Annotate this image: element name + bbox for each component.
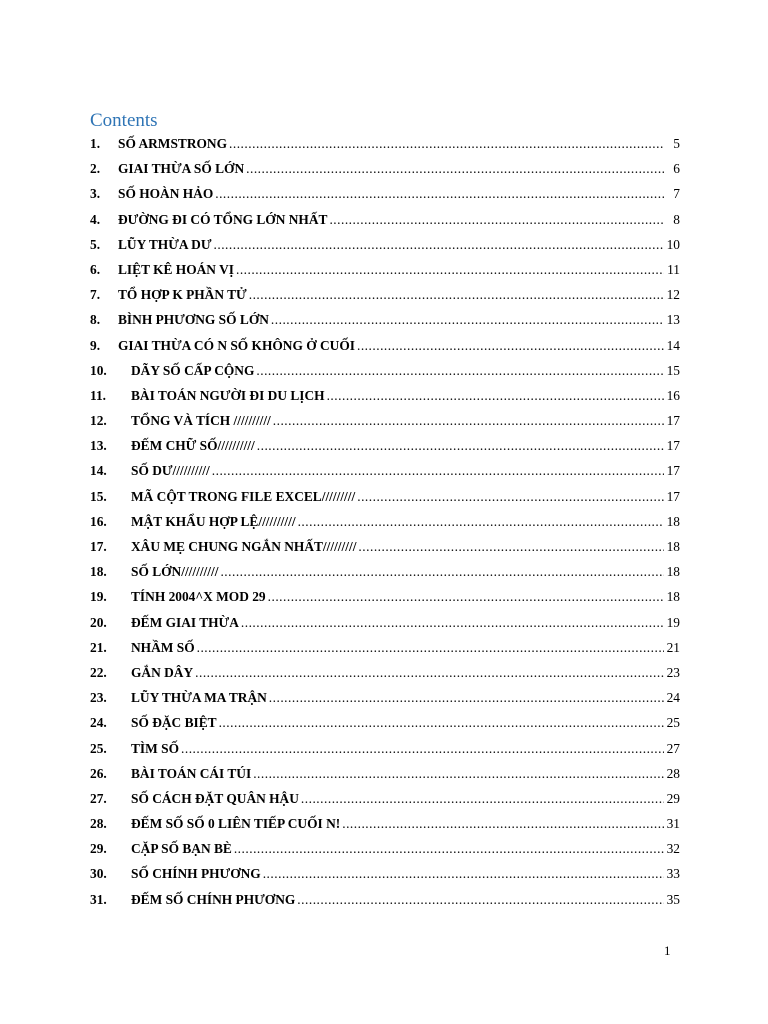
toc-entry-page: 10 <box>666 236 680 252</box>
toc-entry-title: NHẦM SỐ <box>131 639 195 655</box>
toc-entry-page: 27 <box>666 740 680 756</box>
toc-entry-number: 16. <box>90 513 107 529</box>
toc-entry-page: 21 <box>666 639 680 655</box>
toc-entry[interactable] <box>90 534 680 559</box>
toc-entry[interactable] <box>90 559 680 584</box>
toc-entry-number: 18. <box>90 564 107 580</box>
toc-entry-page: 18 <box>666 539 680 554</box>
toc-entry-number: 22. <box>90 664 107 680</box>
toc-entry-title: SỐ LỚN////////// <box>131 564 219 580</box>
toc-entry-number: 24. <box>90 715 107 731</box>
toc-entry-number: 5. <box>90 236 101 252</box>
toc-entry-title: SỐ DƯ////////// <box>131 463 210 479</box>
toc-entry-number: 2. <box>90 161 101 177</box>
toc-entry-title: CẶP SỐ BẠN BÈ <box>131 841 232 857</box>
toc-entry[interactable] <box>90 509 680 534</box>
toc-entry-title: MÃ CỘT TRONG FILE EXCEL///////// <box>131 488 356 504</box>
toc-entry[interactable] <box>90 786 680 811</box>
toc-entry-title: BÌNH PHƯƠNG SỐ LỚN <box>118 312 269 328</box>
toc-entry-page: 14 <box>666 337 680 353</box>
toc-entry[interactable] <box>90 131 680 156</box>
toc-dot-leader <box>268 584 664 609</box>
toc-dot-leader <box>358 534 664 559</box>
toc-entry-number: 1. <box>90 136 101 151</box>
toc-dot-leader <box>214 232 665 257</box>
toc-dot-leader <box>263 861 664 886</box>
toc-entry-number: 4. <box>90 211 101 227</box>
toc-entry-page: 18 <box>666 564 680 580</box>
toc-entry[interactable] <box>90 710 680 735</box>
toc-entry-number: 28. <box>90 816 107 832</box>
toc-entry[interactable] <box>90 635 680 660</box>
toc-dot-leader <box>329 207 664 232</box>
toc-dot-leader <box>234 836 664 861</box>
toc-entry-title: TỔNG VÀ TÍCH ////////// <box>131 413 271 429</box>
toc-entry[interactable] <box>90 156 680 181</box>
toc-dot-leader <box>215 181 664 206</box>
toc-entry[interactable] <box>90 610 680 635</box>
toc-entry-title: SỐ CHÍNH PHƯƠNG <box>131 866 261 882</box>
toc-entry-page: 18 <box>666 589 680 605</box>
toc-entry-page: 17 <box>666 438 680 454</box>
toc-entry-page: 17 <box>666 463 680 479</box>
toc-entry[interactable] <box>90 383 680 408</box>
toc-dot-leader <box>301 786 664 811</box>
toc-entry-title: LŨY THỪA MA TRẬN <box>131 690 267 706</box>
toc-entry-page: 24 <box>666 690 680 706</box>
toc-heading: Contents <box>90 110 158 131</box>
toc-entry-page: 28 <box>666 765 680 781</box>
toc-entry-title: BÀI TOÁN NGƯỜI ĐI DU LỊCH <box>131 387 325 403</box>
toc-entry[interactable] <box>90 584 680 609</box>
toc-entry[interactable] <box>90 811 680 836</box>
toc-entry-page: 8 <box>673 211 680 227</box>
toc-entry-title: ĐẾM GIAI THỪA <box>131 614 239 630</box>
toc-entry-title: TÌM SỐ <box>131 740 179 756</box>
toc-entry-title: ĐẾM SỐ CHÍNH PHƯƠNG <box>131 891 296 907</box>
toc-dot-leader <box>357 333 664 358</box>
toc-entry-title: TỔ HỢP K PHẦN TỬ <box>118 287 247 303</box>
toc-entry[interactable] <box>90 836 680 861</box>
toc-entry-title: GIAI THỪA CÓ N SỐ KHÔNG Ở CUỐI <box>118 337 355 353</box>
toc-entry-title: SỐ HOÀN HẢO <box>118 186 214 202</box>
toc-entry-title: SỐ ARMSTRONG <box>118 136 228 151</box>
toc-entry[interactable] <box>90 408 680 433</box>
toc-entry-title: GIAI THỪA SỐ LỚN <box>118 161 245 177</box>
toc-entry-title: SỐ CÁCH ĐẶT QUÂN HẬU <box>131 790 299 806</box>
toc-entry-page: 7 <box>673 186 680 202</box>
toc-dot-leader <box>253 761 664 786</box>
toc-entry-number: 25. <box>90 740 107 756</box>
toc-entry-number: 3. <box>90 186 101 202</box>
toc-entry[interactable] <box>90 282 680 307</box>
toc-entry-title: LŨY THỪA DƯ <box>118 236 212 252</box>
toc-entry-page: 23 <box>666 664 680 680</box>
toc-dot-leader <box>298 509 664 534</box>
toc-entry-number: 14. <box>90 463 107 479</box>
toc-entry-page: 29 <box>666 790 680 806</box>
toc-entry-page: 13 <box>666 312 680 328</box>
toc-dot-leader <box>195 660 664 685</box>
toc-entry-title: ĐƯỜNG ĐI CÓ TỔNG LỚN NHẤT <box>118 211 328 227</box>
toc-list <box>90 131 680 912</box>
toc-entry-page: 19 <box>666 614 680 630</box>
toc-dot-leader <box>220 559 664 584</box>
toc-entry[interactable] <box>90 458 680 483</box>
toc-entry-page: 25 <box>666 715 680 731</box>
toc-entry-title: BÀI TOÁN CÁI TÚI <box>131 765 252 781</box>
toc-entry[interactable] <box>90 736 680 761</box>
toc-entry[interactable] <box>90 181 680 206</box>
toc-entry-page: 33 <box>666 866 680 882</box>
toc-entry-number: 13. <box>90 438 107 454</box>
toc-entry-number: 8. <box>90 312 101 328</box>
toc-entry-number: 20. <box>90 614 107 630</box>
toc-dot-leader <box>197 635 664 660</box>
toc-entry[interactable] <box>90 484 680 509</box>
toc-entry-number: 7. <box>90 287 101 303</box>
toc-entry-page: 35 <box>666 891 680 907</box>
toc-dot-leader <box>246 156 664 181</box>
toc-entry-title: ĐẾM CHỮ SỐ////////// <box>131 438 255 454</box>
toc-entry-number: 29. <box>90 841 107 857</box>
toc-entry-number: 26. <box>90 765 107 781</box>
toc-entry[interactable] <box>90 861 680 886</box>
toc-dot-leader <box>269 685 664 710</box>
toc-entry[interactable] <box>90 685 680 710</box>
toc-dot-leader <box>236 257 664 282</box>
toc-dot-leader <box>273 408 664 433</box>
toc-entry-title: DÃY SỐ CẤP CỘNG <box>131 362 255 378</box>
toc-entry[interactable] <box>90 358 680 383</box>
toc-entry[interactable] <box>90 433 680 458</box>
toc-entry-title: MẬT KHẨU HỢP LỆ////////// <box>131 513 296 529</box>
toc-dot-leader <box>342 811 664 836</box>
toc-entry[interactable] <box>90 761 680 786</box>
toc-entry-number: 12. <box>90 413 107 429</box>
toc-dot-leader <box>327 383 664 408</box>
toc-entry-page: 11 <box>667 261 680 277</box>
toc-entry-title: ĐẾM SỐ SỐ 0 LIÊN TIẾP CUỐI N! <box>131 816 341 832</box>
toc-entry-page: 18 <box>666 513 680 529</box>
toc-entry-title: XÂU MẸ CHUNG NGẮN NHẤT///////// <box>131 539 357 554</box>
toc-entry-number: 6. <box>90 261 101 277</box>
toc-entry[interactable] <box>90 307 680 332</box>
toc-dot-leader <box>181 736 664 761</box>
toc-entry-page: 6 <box>673 161 680 177</box>
toc-dot-leader <box>229 131 664 156</box>
toc-dot-leader <box>257 433 664 458</box>
toc-dot-leader <box>256 358 664 383</box>
toc-entry-number: 21. <box>90 639 107 655</box>
toc-dot-leader <box>297 887 664 912</box>
toc-entry[interactable] <box>90 660 680 685</box>
toc-dot-leader <box>241 610 664 635</box>
footer-page-number: 1 <box>664 943 671 958</box>
toc-entry[interactable] <box>90 257 680 282</box>
toc-dot-leader <box>212 458 664 483</box>
toc-entry[interactable] <box>90 333 680 358</box>
toc-entry-number: 27. <box>90 790 107 806</box>
toc-entry[interactable] <box>90 207 680 232</box>
toc-entry-page: 32 <box>666 841 680 857</box>
toc-entry-page: 12 <box>666 287 680 303</box>
toc-entry-title: LIỆT KÊ HOÁN VỊ <box>118 261 234 277</box>
toc-entry[interactable] <box>90 232 680 257</box>
toc-entry-number: 10. <box>90 362 107 378</box>
toc-dot-leader <box>357 484 664 509</box>
toc-entry-number: 9. <box>90 337 101 353</box>
toc-entry-page: 16 <box>666 387 680 403</box>
toc-entry[interactable] <box>90 887 680 912</box>
toc-entry-page: 17 <box>666 488 680 504</box>
toc-entry-title: SỐ ĐẶC BIỆT <box>131 715 217 731</box>
toc-entry-number: 15. <box>90 488 107 504</box>
toc-dot-leader <box>271 307 664 332</box>
toc-entry-page: 31 <box>666 816 680 832</box>
toc-entry-title: TÍNH 2004^X MOD 29 <box>131 589 266 605</box>
toc-entry-page: 15 <box>666 362 680 378</box>
toc-entry-page: 17 <box>666 413 680 429</box>
toc-entry-page: 5 <box>673 136 680 151</box>
toc-entry-number: 17. <box>90 539 107 554</box>
toc-entry-title: GẮN DÂY <box>131 664 194 680</box>
toc-entry-number: 30. <box>90 866 107 882</box>
toc-entry-number: 11. <box>90 387 106 403</box>
toc-entry-number: 31. <box>90 891 107 907</box>
toc-dot-leader <box>249 282 664 307</box>
toc-dot-leader <box>219 710 664 735</box>
toc-entry-number: 23. <box>90 690 107 706</box>
toc-entry-number: 19. <box>90 589 107 605</box>
